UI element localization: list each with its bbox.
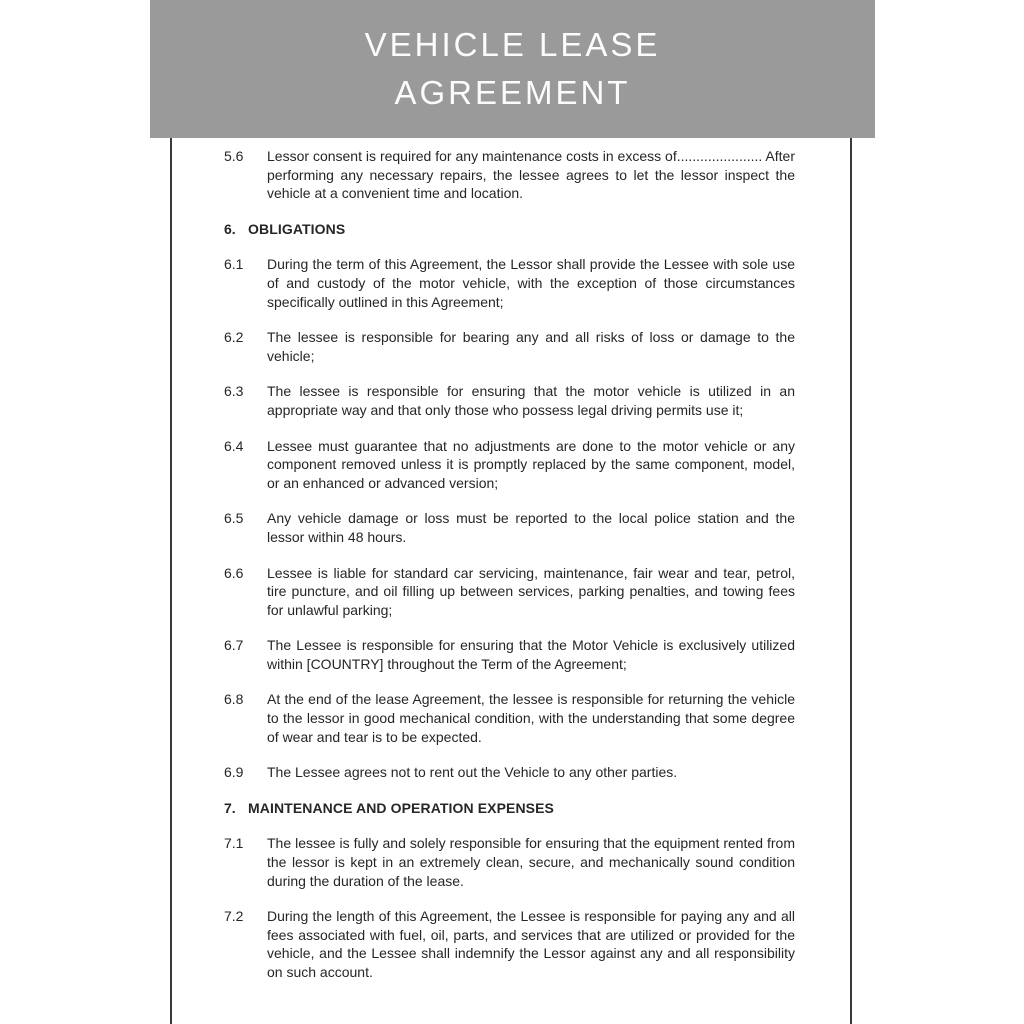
- clause-text: During the length of this Agreement, the Lessee is responsible for paying any and all fees associated with fuel, oil, parts, and services that are utilized or provided for the vehicle, and the Lessee shall indemnify the Lessor against any and all responsibility on such account.: [267, 908, 795, 980]
- section-title: OBLIGATIONS: [248, 220, 346, 237]
- clause-row: [224, 907, 795, 981]
- clause-row: [224, 690, 795, 746]
- clause-number: 6.6: [224, 564, 244, 581]
- clause-text: Lessee must guarantee that no adjustments are done to the motor vehicle or any component removed unless it is promptly replaced by the same component, model, or an enhanced or advanced version;: [267, 437, 795, 491]
- document-title-line1: VEHICLE LEASE: [364, 26, 661, 63]
- clause-number: 6.5: [224, 510, 244, 527]
- clause-text: The lessee is responsible for ensuring that the motor vehicle is utilized in an appropriate way and that only those who possess legal driving permits use it;: [267, 383, 795, 418]
- clause-text: The lessee is fully and solely responsible for ensuring that the equipment rented from the lessor is kept in an extremely clean, secure, and mechanically sound condition during the duration of the lease.: [267, 835, 795, 889]
- document-body: [170, 138, 852, 1024]
- section-heading: [224, 220, 795, 239]
- clause-text: Lessee is liable for standard car servicing, maintenance, fair wear and tear, petrol, tire puncture, and oil filling up between services, parking penalties, and towing fees for unlawful parking;: [267, 564, 795, 618]
- clause-text: The Lessee agrees not to rent out the Vehicle to any other parties.: [267, 764, 678, 781]
- clause-row: [224, 636, 795, 673]
- document-header-banner: [150, 0, 875, 138]
- clause-list: [224, 147, 795, 982]
- document-title: [365, 21, 661, 117]
- clause-number: 7.1: [224, 835, 244, 852]
- clause-text: At the end of the lease Agreement, the lessee is responsible for returning the vehicle to the lessor in good mechanical condition, with the understanding that some degree of wear and tear is to be expected.: [267, 691, 795, 745]
- clause-number: 6.8: [224, 691, 244, 708]
- clause-row: [224, 564, 795, 620]
- section-heading: [224, 799, 795, 818]
- clause-text: Lessor consent is required for any maintenance costs in excess of...................... After performing any necessary repairs, the lessee agrees to let the lessor inspect the vehicle at a convenient time and location.: [267, 148, 795, 202]
- clause-row: [224, 437, 795, 493]
- clause-number: 5.6: [224, 148, 244, 164]
- clause-row: [224, 328, 795, 365]
- clause-number: 7.: [224, 799, 236, 816]
- clause-number: 6.7: [224, 637, 244, 654]
- clause-text: The Lessee is responsible for ensuring that the Motor Vehicle is exclusively utilized within [COUNTRY] throughout the Term of the Agreement;: [267, 637, 795, 672]
- clause-number: 6.: [224, 220, 236, 237]
- clause-row: [224, 147, 795, 203]
- clause-number: 6.1: [224, 256, 244, 273]
- clause-number: 7.2: [224, 908, 244, 925]
- clause-row: [224, 255, 795, 311]
- clause-row: [224, 509, 795, 546]
- clause-text: During the term of this Agreement, the Lessor shall provide the Lessee with sole use of and custody of the motor vehicle, with the exception of those circumstances specifically outlined in this Agreement;: [267, 256, 795, 310]
- clause-number: 6.9: [224, 764, 244, 781]
- clause-text: The lessee is responsible for bearing any and all risks of loss or damage to the vehicle;: [267, 329, 795, 364]
- clause-row: [224, 763, 795, 782]
- clause-number: 6.3: [224, 383, 244, 400]
- clause-row: [224, 834, 795, 890]
- document-title-line2: AGREEMENT: [394, 74, 631, 111]
- clause-number: 6.4: [224, 437, 244, 454]
- clause-number: 6.2: [224, 329, 244, 346]
- section-title: MAINTENANCE AND OPERATION EXPENSES: [248, 799, 554, 816]
- clause-text: Any vehicle damage or loss must be reported to the local police station and the lessor within 48 hours.: [267, 510, 795, 545]
- clause-row: [224, 382, 795, 419]
